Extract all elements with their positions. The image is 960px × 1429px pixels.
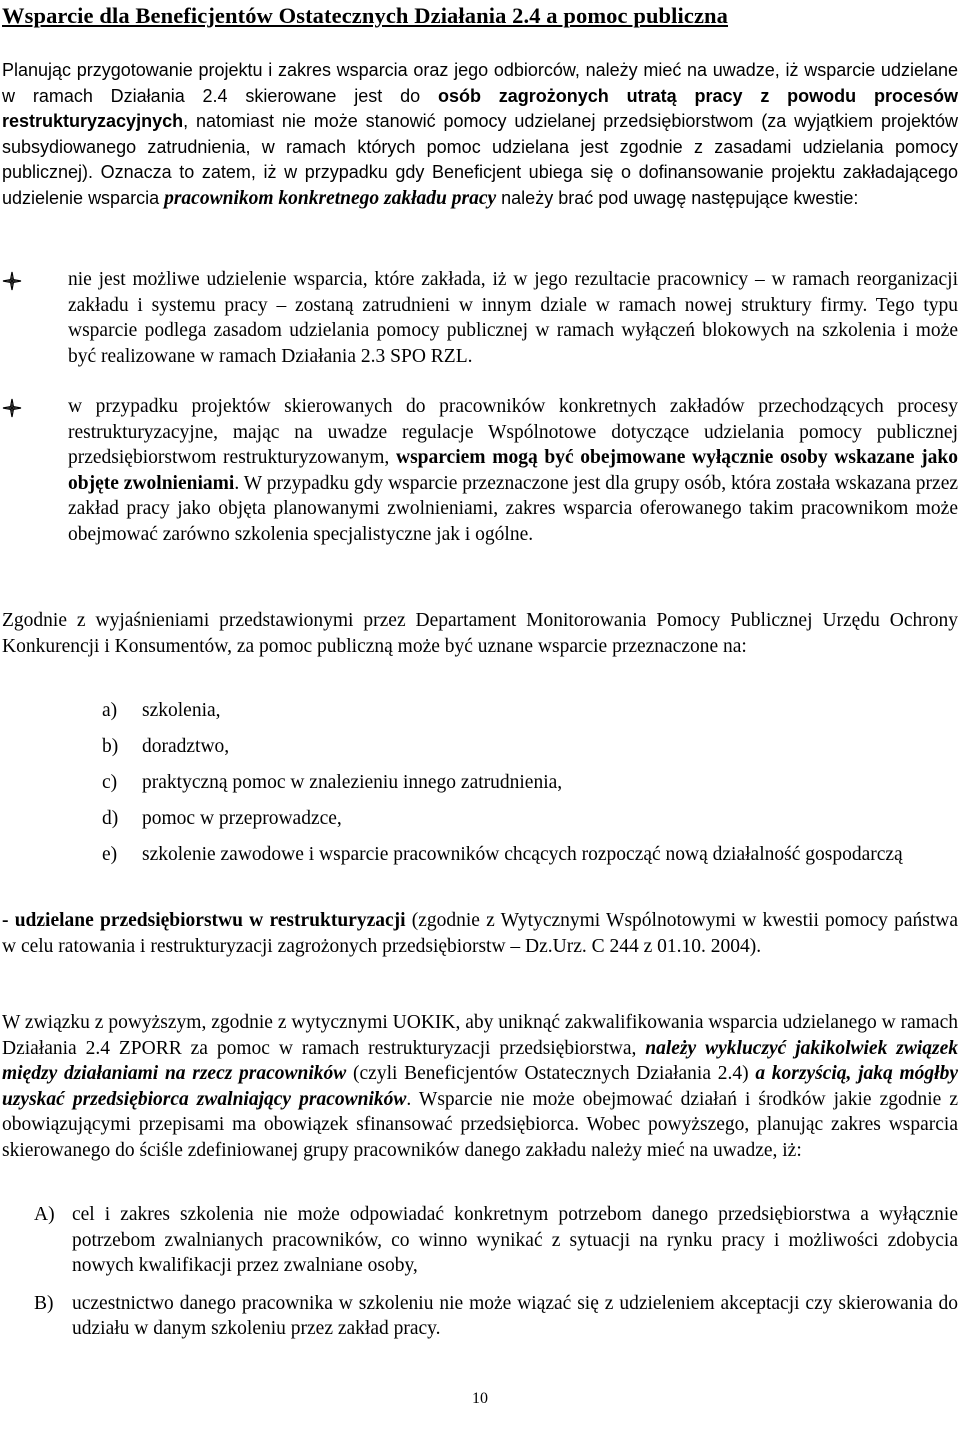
list-item: b) doradztwo, xyxy=(102,736,230,757)
diamond-star-bullet-icon xyxy=(2,398,22,418)
intro-text-4: należy brać pod uwagę następujące kwestie: xyxy=(496,187,859,208)
intro-emphasis: osób zagrożonych utratą pracy z powodu procesów restrukturyzacyjnych xyxy=(2,85,958,131)
page-title: Wsparcie dla Beneficjentów Ostatecznych Działania 2.4 a pomoc publiczna xyxy=(2,3,729,28)
page-number: 10 xyxy=(472,1390,488,1407)
bullet-text: w przypadku projektów skierowanych do pracowników konkretnych zakładów przechodzących procesy restrukturyzacyjne, mając na uwadze regulacje Wspólnotowe dotyczące udzielania pomocy publicznej przedsiębiorstwom restrukturyzowanym, xyxy=(68,396,958,468)
support-type-list xyxy=(102,698,958,898)
bullet-emphasis: wsparciem mogą być obejmowane wyłącznie osoby wskazane jako objęte zwolnieniami xyxy=(68,447,958,494)
bullet-text-2: Tego typu wsparcie podlega zasadom udzielania pomocy publicznej w ramach wyłączeń blokowych na szkolenia i może być realizowane w ramach Działania 2.3 SPO RZL. xyxy=(68,294,958,367)
conditions-list xyxy=(34,1202,958,1342)
intro-paragraph xyxy=(2,58,958,211)
intro-text-3: Oznacza to zatem, iż w przypadku gdy Beneficjent ubiega się o dofinansowanie projektu zakładającego udzielenie wsparcia xyxy=(2,162,958,208)
list-item: c) praktyczną pomoc w znalezieniu innego zatrudnienia, xyxy=(102,772,563,793)
list-item: A) cel i zakres szkolenia nie może odpowiadać konkretnym potrzebom danego przedsiębiorstwa a wyłącznie potrzebom zwalnianych pracowników, co winno wynikać z sytuacji na rynku pracy i możliwości zdobycia nowych kwalifikacji przez zwalniane osoby, xyxy=(34,1204,958,1276)
intro-text-2: , natomiast nie może stanowić pomocy udzielanej przedsiębiorstwom (za wyjątkiem projektów subsydiowanego zatrudnienia, w ramach których pomoc udzielana jest zgodnie z zasadami udzielania pomocy publicznej). xyxy=(2,111,958,182)
eligibility-paragraph: Zgodnie z wyjaśnieniami przedstawionymi przez Departament Monitorowania Pomocy Publicznej Urzędu Ochrony Konkurencji i Konsumentów, za pomoc publiczną może być uznane wsparcie przeznaczone na: xyxy=(2,610,958,657)
intro-text: Planując przygotowanie projektu i zakres wsparcia oraz jego odbiorców, należy mieć na uwadze, iż wsparcie udzielane w ramach Działania 2.4 skierowane jest do xyxy=(2,60,958,106)
bullet-text: nie jest możliwe udzielenie wsparcia, które zakłada, iż w jego rezultacie pracownicy – w ramach reorganizacji zakładu i systemu pracy – zostaną zatrudnieni w innym dziale w ramach nowej struktury firmy. xyxy=(68,269,958,316)
bullet-text-2: . W przypadku gdy wsparcie przeznaczone jest dla grupy osób, która została wskazana przez zakład pracy jako objęta planowanymi zwolnieniami, zakres wsparcia oferowanego takim pracownikom może obejmować zarówno szkolenia specjalistyczne jak i ogólne. xyxy=(68,472,959,545)
bullet-item xyxy=(2,267,958,369)
list-item: e) szkolenie zawodowe i wsparcie pracowników chcących rozpocząć nową działalność gospodarczą xyxy=(102,844,903,865)
restructuring-paragraph: - udzielane przedsiębiorstwu w restrukturyzacji (zgodnie z Wytycznymi Wspólnotowymi w kwestii pomocy państwa w celu ratowania i restrukturyzacji zagrożonych przedsiębiorstw – Dz.Urz. C 244 z 01.10. 2004). xyxy=(2,910,958,957)
bullet-item xyxy=(2,394,958,547)
list-item: d) pomoc w przeprowadzce, xyxy=(102,808,342,829)
uokik-paragraph: W związku z powyższym, zgodnie z wytycznymi UOKIK, aby uniknąć zakwalifikowania wsparcia udzielanego w ramach Działania 2.4 ZPORR za pomoc w ramach restrukturyzacji przedsiębiorstwa, należy wykluczyć jakikolwiek związek między działaniami na rzecz pracowników (czyli Beneficjentów Ostatecznych Działania 2.4) a korzyścią, jaką mógłby uzyskać przedsiębiorca zwalniający pracowników. Wsparcie nie może obejmować działań i środków jakie zgodnie z obowiązującymi przepisami ma obowiązek sfinansować przedsiębiorca. Wobec powyższego, planując zakres wsparcia skierowanego do ściśle zdefiniowanej grupy pracowników danego zakładu należy mieć na uwadze, iż: xyxy=(2,1012,958,1161)
diamond-star-bullet-icon xyxy=(2,271,22,291)
list-item: B) uczestnictwo danego pracownika w szkoleniu nie może wiązać się z udzieleniem akceptacji czy skierowania do udziału w danym szkoleniu przez zakład pracy. xyxy=(34,1292,958,1339)
intro-emphasis-italic: pracownikom konkretnego zakładu pracy xyxy=(164,187,497,209)
list-item: a) szkolenia, xyxy=(102,700,221,721)
